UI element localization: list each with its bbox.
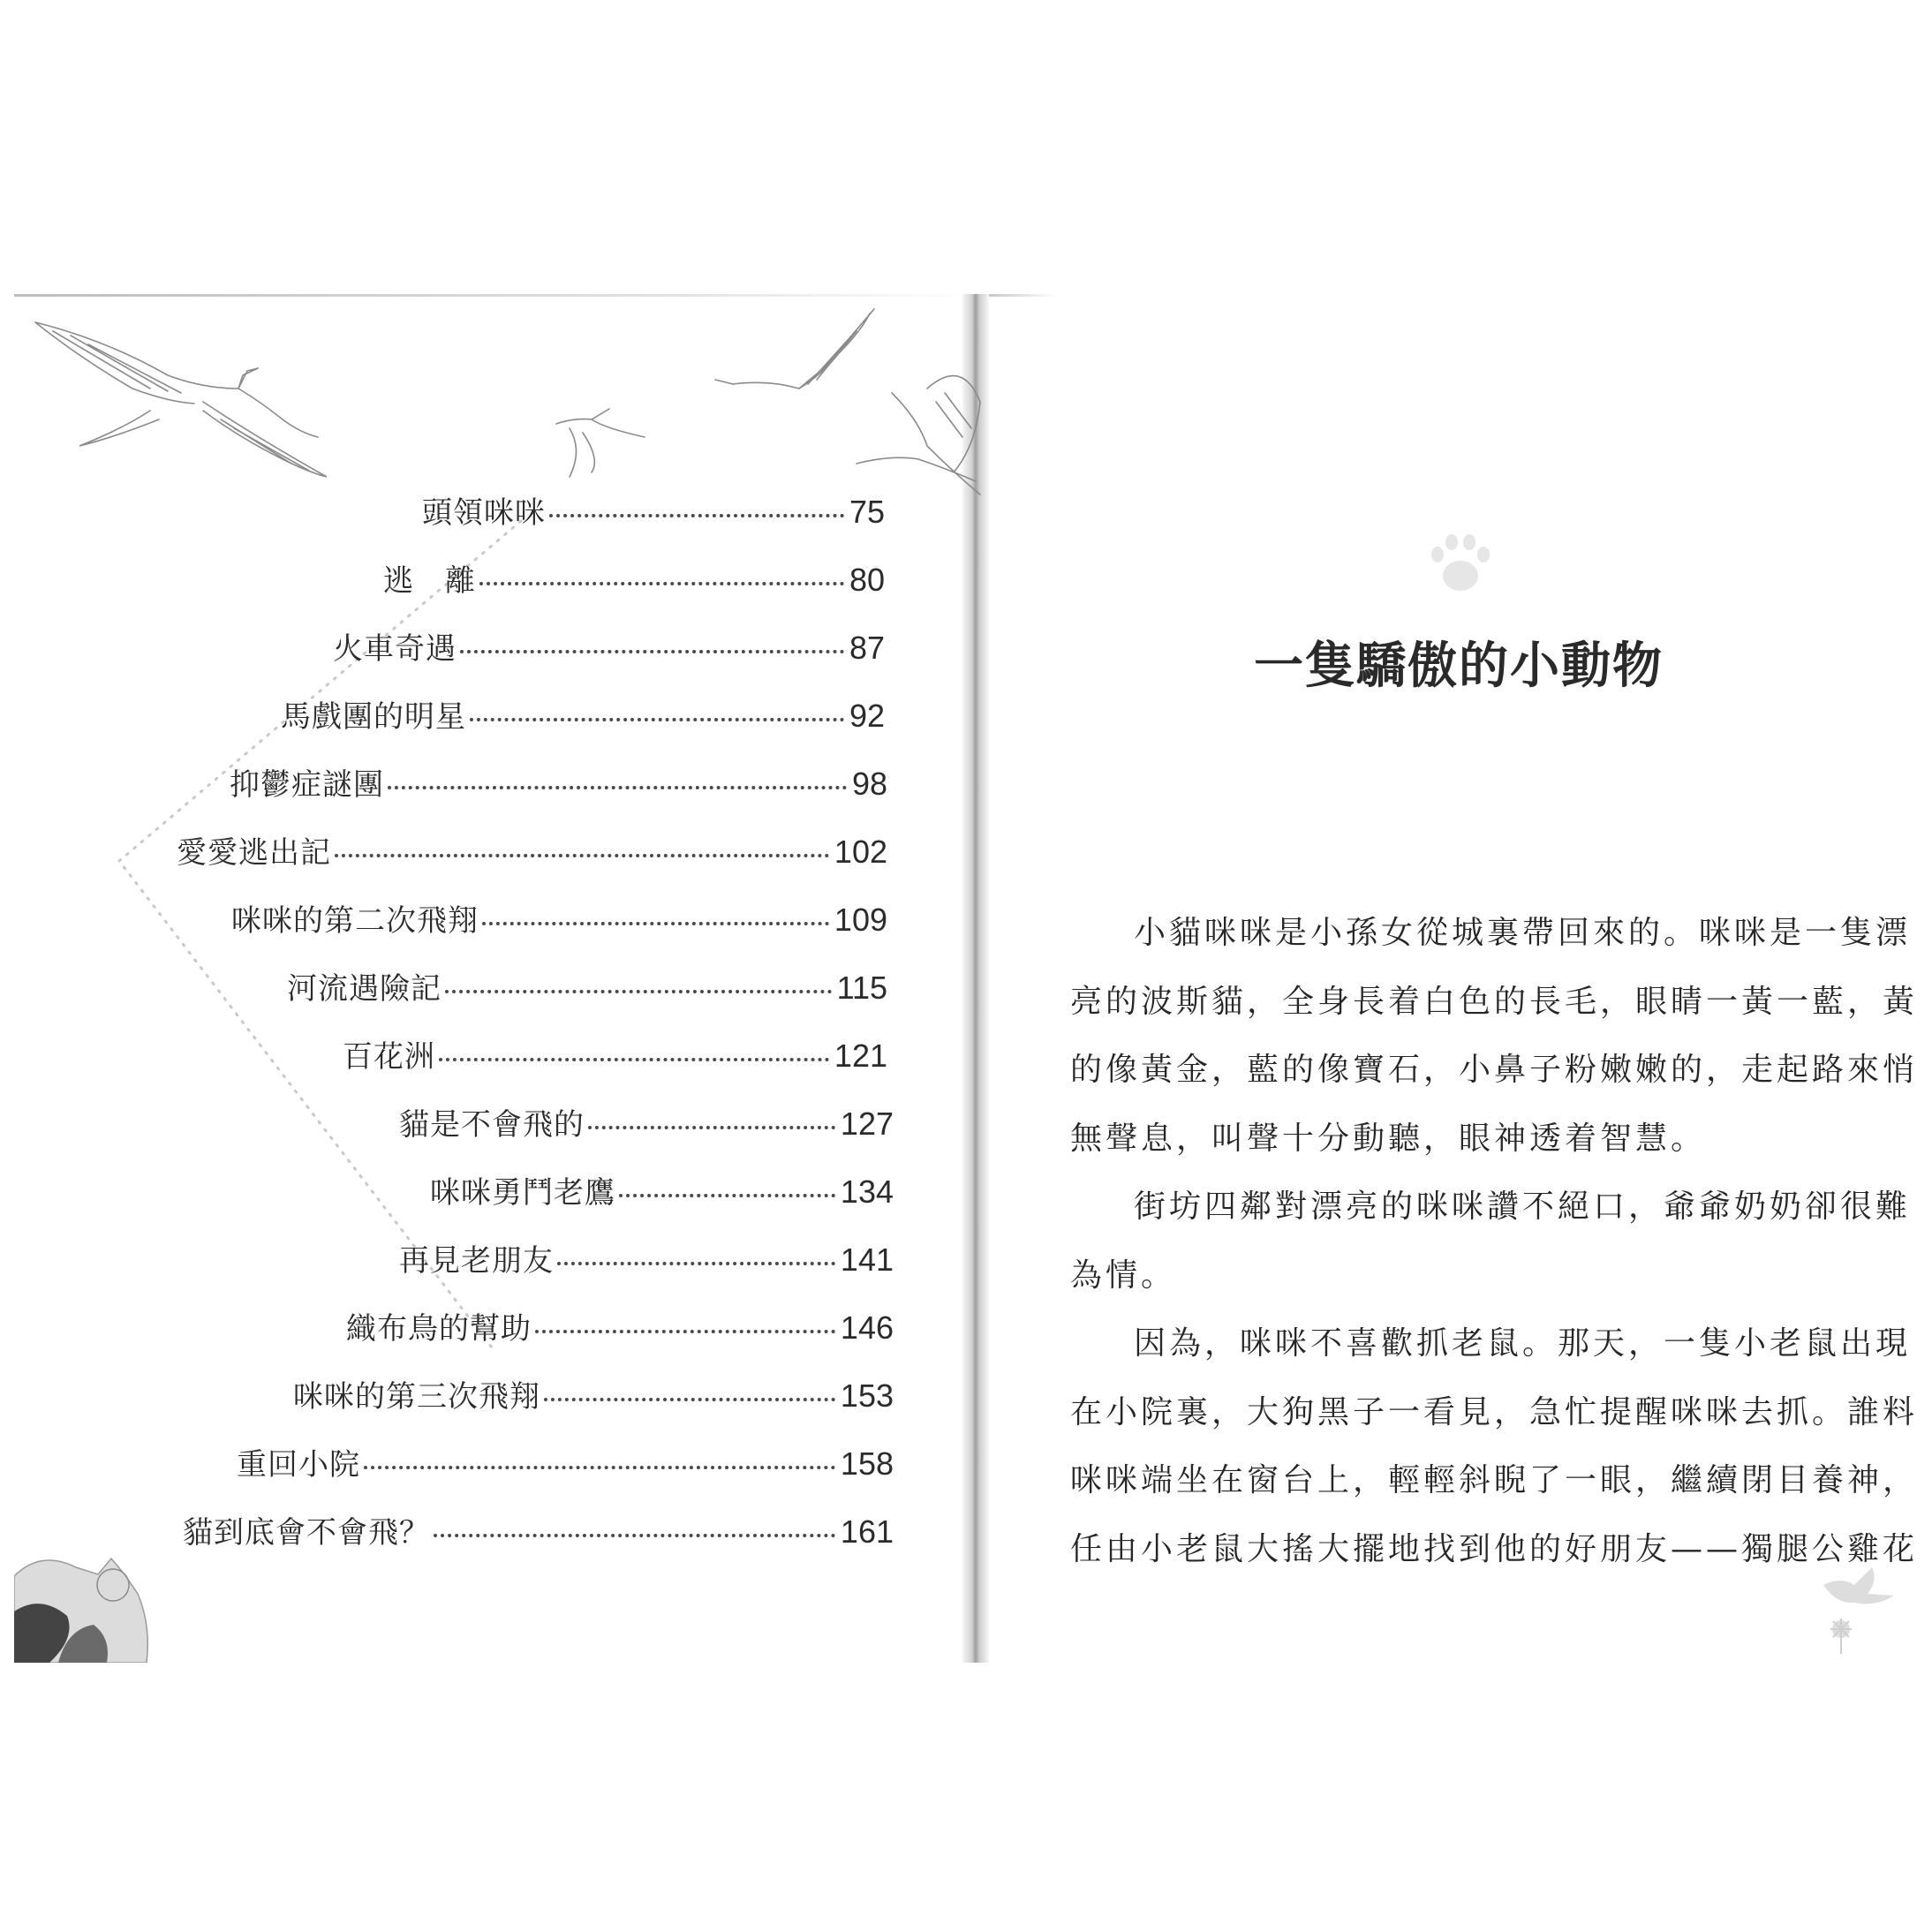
toc-entry <box>422 488 885 541</box>
toc-dot-leader <box>434 1534 835 1537</box>
toc-page-number: 75 <box>849 494 885 530</box>
toc-entry-title: 河流遇險記 <box>287 971 441 1007</box>
toc-entry <box>293 1372 894 1425</box>
body-line: 無聲息，叫聲十分動聽，眼神透着智慧。 <box>1070 1120 1707 1157</box>
toc-entry <box>237 1440 894 1493</box>
body-line: 的像黃金，藍的像寶石，小鼻子粉嫩嫩的，走起路來悄 <box>1070 1052 1919 1088</box>
paw-print-icon <box>1425 530 1496 600</box>
toc-entry <box>343 1032 887 1085</box>
toc-entry-title: 再見老朋友 <box>399 1243 554 1279</box>
toc-entry-title: 貓是不會飛的 <box>399 1107 585 1143</box>
toc-page-number: 158 <box>840 1445 894 1482</box>
toc-dot-leader <box>364 1466 835 1469</box>
body-line: 因為，咪咪不喜歡抓老鼠。那天，一隻小老鼠出現 <box>1134 1325 1912 1362</box>
toc-dot-leader <box>439 1058 829 1061</box>
chapter-body <box>1070 899 1919 1583</box>
toc-page-number: 161 <box>840 1513 894 1550</box>
body-line: 亮的波斯貓，全身長着白色的長毛，眼睛一黃一藍，黃 <box>1070 983 1919 1020</box>
toc-dot-leader <box>388 786 847 789</box>
toc-page-number: 153 <box>840 1377 894 1414</box>
toc-page-number: 127 <box>840 1106 894 1142</box>
toc-entry-title: 咪咪的第二次飛翔 <box>231 903 479 939</box>
toc-page-number: 141 <box>840 1241 894 1278</box>
cat-illustration <box>14 1541 173 1663</box>
toc-dot-leader <box>479 582 844 585</box>
body-line: 街坊四鄰對漂亮的咪咪讚不絕口，爺爺奶奶卻很難 <box>1134 1189 1912 1225</box>
toc-entry-title: 抑鬱症謎團 <box>230 767 384 803</box>
toc-entry-title: 咪咪的第三次飛翔 <box>293 1379 540 1415</box>
toc-dot-leader <box>557 1262 835 1265</box>
body-line: 咪咪端坐在窗台上，輕輕斜睨了一眼，繼續閉目養神， <box>1070 1462 1919 1498</box>
body-line: 小貓咪咪是小孫女從城裏帶回來的。咪咪是一隻漂 <box>1134 915 1912 951</box>
toc-entry <box>383 556 885 609</box>
toc-entry <box>399 1236 894 1289</box>
toc-dot-leader <box>535 1330 835 1333</box>
toc-dot-leader <box>482 922 829 925</box>
toc-page-number: 134 <box>840 1174 894 1210</box>
toc-entry-title: 頭領咪咪 <box>422 495 546 531</box>
toc-entry <box>177 828 887 881</box>
toc-entry <box>430 1168 894 1221</box>
toc-entry-title: 逃 離 <box>383 563 476 599</box>
body-line: 在小院裏，大狗黑子一看見，急忙提醒咪咪去抓。誰料 <box>1070 1393 1919 1430</box>
toc-page-number: 98 <box>851 766 887 802</box>
toc-dot-leader <box>588 1126 835 1129</box>
toc-page-number: 109 <box>834 902 887 938</box>
toc-page-number: 102 <box>834 834 887 870</box>
toc-entry-title: 重回小院 <box>237 1447 360 1483</box>
toc-dot-leader <box>549 514 844 517</box>
toc-entry <box>399 1100 894 1153</box>
toc-dot-leader <box>335 854 829 857</box>
chapter-title: 一隻驕傲的小動物 <box>1254 638 1664 695</box>
toc-entry-title: 咪咪勇鬥老鷹 <box>430 1175 615 1211</box>
body-line: 為情。 <box>1070 1257 1177 1294</box>
toc-entry <box>287 964 887 1017</box>
toc-page-number: 115 <box>836 970 887 1006</box>
toc-entry <box>281 692 885 745</box>
toc-entry <box>346 1304 894 1357</box>
toc-entry-title: 馬戲團的明星 <box>281 699 466 735</box>
toc-entry-title: 貓到底會不會飛？ <box>183 1515 430 1551</box>
toc-page-number: 146 <box>840 1309 894 1346</box>
toc-page-number: 80 <box>849 562 885 598</box>
toc-entry <box>230 760 887 813</box>
toc-entry <box>183 1508 894 1561</box>
toc-entry-title: 愛愛逃出記 <box>177 835 331 871</box>
toc-page-number: 87 <box>849 630 885 666</box>
toc-entry-title: 百花洲 <box>343 1039 435 1075</box>
toc-entry-title: 織布鳥的幫助 <box>346 1311 532 1347</box>
toc-entry-title: 火車奇遇 <box>333 631 457 667</box>
toc-dot-leader <box>460 650 844 653</box>
toc-dot-leader <box>619 1194 835 1197</box>
toc-entry <box>333 624 885 677</box>
toc-entry <box>231 896 887 949</box>
toc-page-number: 121 <box>834 1038 887 1074</box>
body-line: 任由小老鼠大搖大擺地找到他的好朋友——獨腿公雞花 <box>1070 1530 1919 1567</box>
toc-dot-leader <box>445 990 832 993</box>
toc-dot-leader <box>544 1398 835 1401</box>
toc-page-number: 92 <box>849 698 885 734</box>
toc-dot-leader <box>470 718 844 721</box>
